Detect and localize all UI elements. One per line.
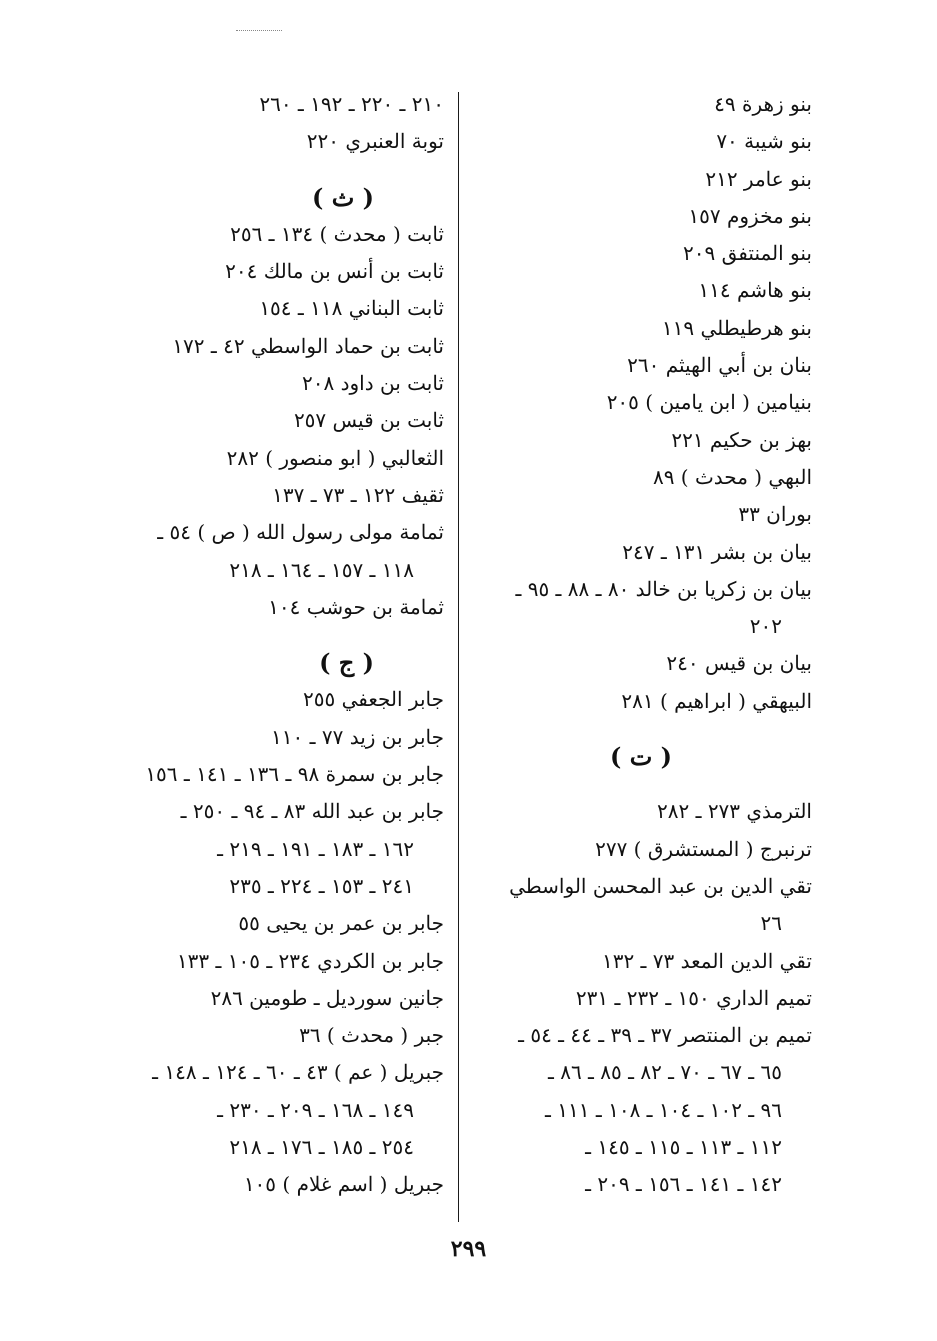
index-entry-continuation: ٢٦: [760, 911, 782, 936]
index-entry: الترمذي ٢٧٣ ـ ٢٨٢: [657, 799, 812, 824]
index-entry: الثعالبي ( ابو منصور ) ٢٨٢: [226, 445, 444, 470]
index-entry: البهي ( محدث ) ٨٩: [652, 464, 812, 489]
index-entry: بيان بن قيس ٢٤٠: [666, 651, 812, 676]
section-letter: ( ث ): [311, 182, 374, 212]
index-entry: بوران ٣٣: [738, 502, 812, 527]
index-entry-continuation: ٢٥٤ ـ ١٨٥ ـ ١٧٦ ـ ٢١٨: [229, 1135, 414, 1160]
index-entry: البيهقي ( ابراهيم ) ٢٨١: [621, 688, 812, 713]
index-entry: بنيامين ( ابن يامين ) ٢٠٥: [606, 390, 812, 415]
index-entry: بنو شيبة ٧٠: [716, 129, 812, 154]
index-entry: بنو عامر ٢١٢: [705, 166, 812, 191]
index-entry-continuation: ١١٨ ـ ١٥٧ ـ ١٦٤ ـ ٢١٨: [229, 557, 414, 582]
section-letter: ( ت ): [609, 742, 672, 772]
index-entry: بيان بن زكريا بن خالد ٨٠ ـ ٨٨ ـ ٩٥ ـ: [515, 576, 812, 601]
index-entry: بنو مخزوم ١٥٧: [688, 203, 812, 228]
section-spacer: [100, 161, 444, 179]
index-entry-continuation: ٢٠٢: [749, 614, 782, 639]
section-letter-heading: [100, 644, 444, 681]
index-entry-continuation: ١٦٢ ـ ١٨٣ ـ ١٩١ ـ ٢١٩ ـ: [217, 836, 414, 861]
index-entry: بنو المنتفق ٢٠٩: [683, 241, 812, 266]
index-entry: ثابت بن قيس ٢٥٧: [293, 408, 444, 433]
index-entry-continuation: ٦٥ ـ ٦٧ ـ ٧٠ ـ ٨٢ ـ ٨٥ ـ ٨٦ ـ: [547, 1060, 782, 1085]
index-entry: ثابت البناني ١١٨ ـ ١٥٤: [259, 296, 444, 321]
index-entry: ثابت بن حماد الواسطي ٤٢ ـ ١٧٢: [172, 333, 444, 358]
index-entry: جبر ( محدث ) ٣٦: [299, 1023, 444, 1048]
index-entry: جانين سورديل ـ طومين ٢٨٦: [210, 985, 444, 1010]
index-entry: ثقيف ١٢٢ ـ ٧٣ ـ ١٣٧: [272, 482, 444, 507]
index-entry: ثمامة بن حوشب ١٠٤: [268, 594, 444, 619]
index-entry-continuation: ١٤٢ ـ ١٤١ ـ ١٥٦ ـ ٢٠٩ ـ: [585, 1172, 782, 1197]
index-column-right: [478, 86, 812, 1204]
index-entry-continuation: ٩٦ ـ ١٠٢ ـ ١٠٤ ـ ١٠٨ ـ ١١١ ـ: [545, 1097, 782, 1122]
index-entry: جبريل ( اسم غلام ) ١٠٥: [243, 1172, 444, 1197]
index-entry: جابر بن زيد ٧٧ ـ ١١٠: [271, 724, 444, 749]
index-column-left: [100, 86, 444, 1204]
index-entry: توبة العنبري ٢٢٠: [306, 129, 444, 154]
page-number: ٢٩٩: [450, 1236, 487, 1262]
index-entry: بيان بن بشر ١٣١ ـ ٢٤٧: [622, 539, 812, 564]
index-entry-continuation: ٢٤١ ـ ١٥٣ ـ ٢٢٤ ـ ٢٣٥: [229, 873, 414, 898]
section-letter-heading: [478, 738, 812, 775]
index-entry: تميم الداري ١٥٠ ـ ٢٣٢ ـ ٢٣١: [575, 985, 812, 1010]
index-entry: ثابت ( محدث ) ١٣٤ ـ ٢٥٦: [230, 221, 444, 246]
index-entry: بنو زهرة ٤٩: [714, 92, 812, 116]
index-entry: ثمامة مولى رسول الله ( ص ) ٥٤ ـ: [157, 520, 444, 545]
index-entry: جابر الجعفي ٢٥٥: [302, 687, 444, 712]
section-spacer: [100, 626, 444, 644]
column-divider: [458, 92, 459, 1222]
section-letter: ( ج ): [319, 648, 374, 678]
index-entry: ٢١٠ ـ ٢٢٠ ـ ١٩٢ ـ ٢٦٠: [259, 92, 444, 116]
index-entry-continuation: ١١٢ ـ ١١٣ ـ ١١٥ ـ ١٤٥ ـ: [585, 1135, 782, 1160]
index-entry: تميم بن المنتصر ٣٧ ـ ٣٩ ـ ٤٤ ـ ٥٤ ـ: [518, 1023, 812, 1048]
index-entry-continuation: ١٤٩ ـ ١٦٨ ـ ٢٠٩ ـ ٢٣٠ ـ: [217, 1097, 414, 1122]
index-entry: تقي الدين بن عبد المحسن الواسطي: [509, 873, 812, 898]
index-entry: جابر بن عبد الله ٨٣ ـ ٩٤ ـ ٢٥٠ ـ: [180, 799, 444, 824]
index-entry: بهز بن حكيم ٢٢١: [671, 427, 812, 452]
index-entry: جبريل ( عم ) ٤٣ ـ ٦٠ ـ ١٢٤ ـ ١٤٨ ـ: [152, 1060, 444, 1085]
section-spacer: [478, 775, 812, 793]
section-letter-heading: [100, 179, 444, 216]
index-entry: تقي الدين المعد ٧٣ ـ ١٣٢: [601, 948, 812, 973]
index-entry: بنان بن أبي الهيثم ٢٦٠: [627, 353, 812, 378]
top-scan-mark: [236, 30, 282, 32]
index-entry: بنو هرطيطلي ١١٩: [661, 315, 812, 340]
index-entry: بنو هاشم ١١٤: [698, 278, 812, 303]
index-entry: جابر بن عمر بن يحيى ٥٥: [238, 911, 444, 936]
section-spacer: [478, 720, 812, 738]
index-entry: ثابت بن داود ٢٠٨: [302, 371, 444, 396]
index-entry: ترنبرج ( المستشرق ) ٢٧٧: [595, 836, 812, 861]
index-entry: ثابت بن أنس بن مالك ٢٠٤: [225, 259, 444, 284]
index-entry: جابر بن سمرة ٩٨ ـ ١٣٦ ـ ١٤١ ـ ١٥٦: [145, 762, 444, 787]
index-entry: جابر بن الكردي ٢٣٤ ـ ١٠٥ ـ ١٣٣: [176, 948, 444, 973]
